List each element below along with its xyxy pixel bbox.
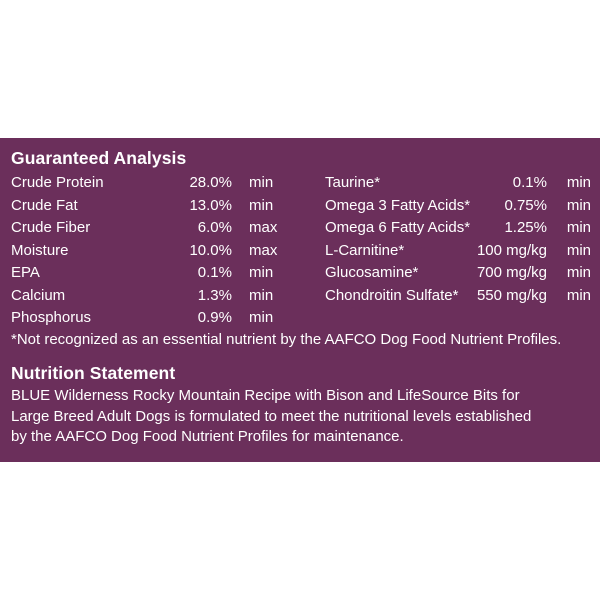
analysis-row: [325, 218, 591, 238]
nutrient-unit: min: [249, 174, 274, 191]
nutrient-value: 13.0%: [189, 196, 232, 214]
nutrient-name: Crude Fat: [11, 196, 78, 214]
analysis-row: [325, 241, 591, 261]
statement-line: BLUE Wilderness Rocky Mountain Recipe with Bison and LifeSource Bits for: [11, 387, 520, 404]
nutrient-value: 0.1%: [512, 174, 547, 191]
analysis-row: [11, 173, 279, 193]
nutrient-name: L-Carnitine*: [325, 241, 405, 259]
nutrient-value: 10.0%: [189, 241, 232, 259]
nutrition-statement-text: [11, 386, 596, 448]
analysis-row: [11, 286, 279, 306]
analysis-row: [325, 263, 591, 283]
analysis-row: [11, 196, 279, 216]
nutrient-value: 0.1%: [197, 264, 232, 281]
nutrient-unit: min: [566, 196, 591, 214]
statement-line: Large Breed Adult Dogs is formulated to meet the nutritional levels established: [11, 407, 532, 425]
nutrient-unit: min: [249, 196, 274, 214]
nutrition-statement-heading: Nutrition Statement: [11, 363, 176, 383]
guaranteed-analysis-heading: Guaranteed Analysis: [11, 148, 187, 168]
nutrient-unit: min: [249, 309, 274, 326]
nutrient-value: 6.0%: [197, 219, 232, 236]
analysis-row: [11, 218, 279, 238]
nutrient-name: Taurine*: [325, 174, 381, 191]
analysis-row: [11, 263, 279, 283]
nutrient-value: 1.3%: [197, 286, 232, 304]
nutrient-unit: min: [566, 174, 591, 191]
nutrient-name: Omega 6 Fatty Acids*: [325, 219, 471, 236]
nutrient-name: Phosphorus: [11, 309, 92, 326]
nutrient-name: EPA: [11, 264, 40, 281]
analysis-row: [11, 241, 279, 261]
analysis-row: [325, 196, 591, 216]
footnote: *Not recognized as an essential nutrient by the AAFCO Dog Food Nutrient Profiles.: [11, 331, 562, 348]
statement-line: by the AAFCO Dog Food Nutrient Profiles for maintenance.: [11, 428, 404, 445]
nutrient-value: 0.75%: [504, 196, 547, 214]
nutrient-unit: min: [566, 286, 591, 304]
nutrient-name: Calcium: [11, 286, 66, 304]
nutrient-value: 28.0%: [189, 174, 232, 191]
nutrient-name: Crude Fiber: [11, 219, 91, 236]
nutrient-value: 100 mg/kg: [476, 241, 547, 259]
nutrient-unit: min: [566, 219, 591, 236]
nutrient-unit: max: [249, 241, 278, 259]
nutrient-unit: max: [249, 219, 278, 236]
nutrient-value: 0.9%: [197, 309, 232, 326]
nutrient-name: Omega 3 Fatty Acids*: [325, 196, 471, 214]
analysis-row: [325, 286, 591, 306]
nutrient-unit: min: [566, 241, 591, 259]
nutrient-name: Glucosamine*: [325, 264, 419, 281]
nutrient-value: 700 mg/kg: [476, 264, 547, 281]
analysis-row: [325, 173, 591, 193]
nutrient-name: Chondroitin Sulfate*: [325, 286, 459, 304]
nutrient-name: Crude Protein: [11, 174, 104, 191]
nutrient-value: 1.25%: [504, 219, 547, 236]
nutrient-name: Moisture: [11, 241, 69, 259]
nutrition-label-panel: [0, 138, 600, 462]
nutrient-unit: min: [566, 264, 591, 281]
nutrient-unit: min: [249, 264, 274, 281]
nutrient-value: 550 mg/kg: [476, 286, 547, 304]
analysis-row: [11, 308, 279, 328]
nutrient-unit: min: [249, 286, 274, 304]
